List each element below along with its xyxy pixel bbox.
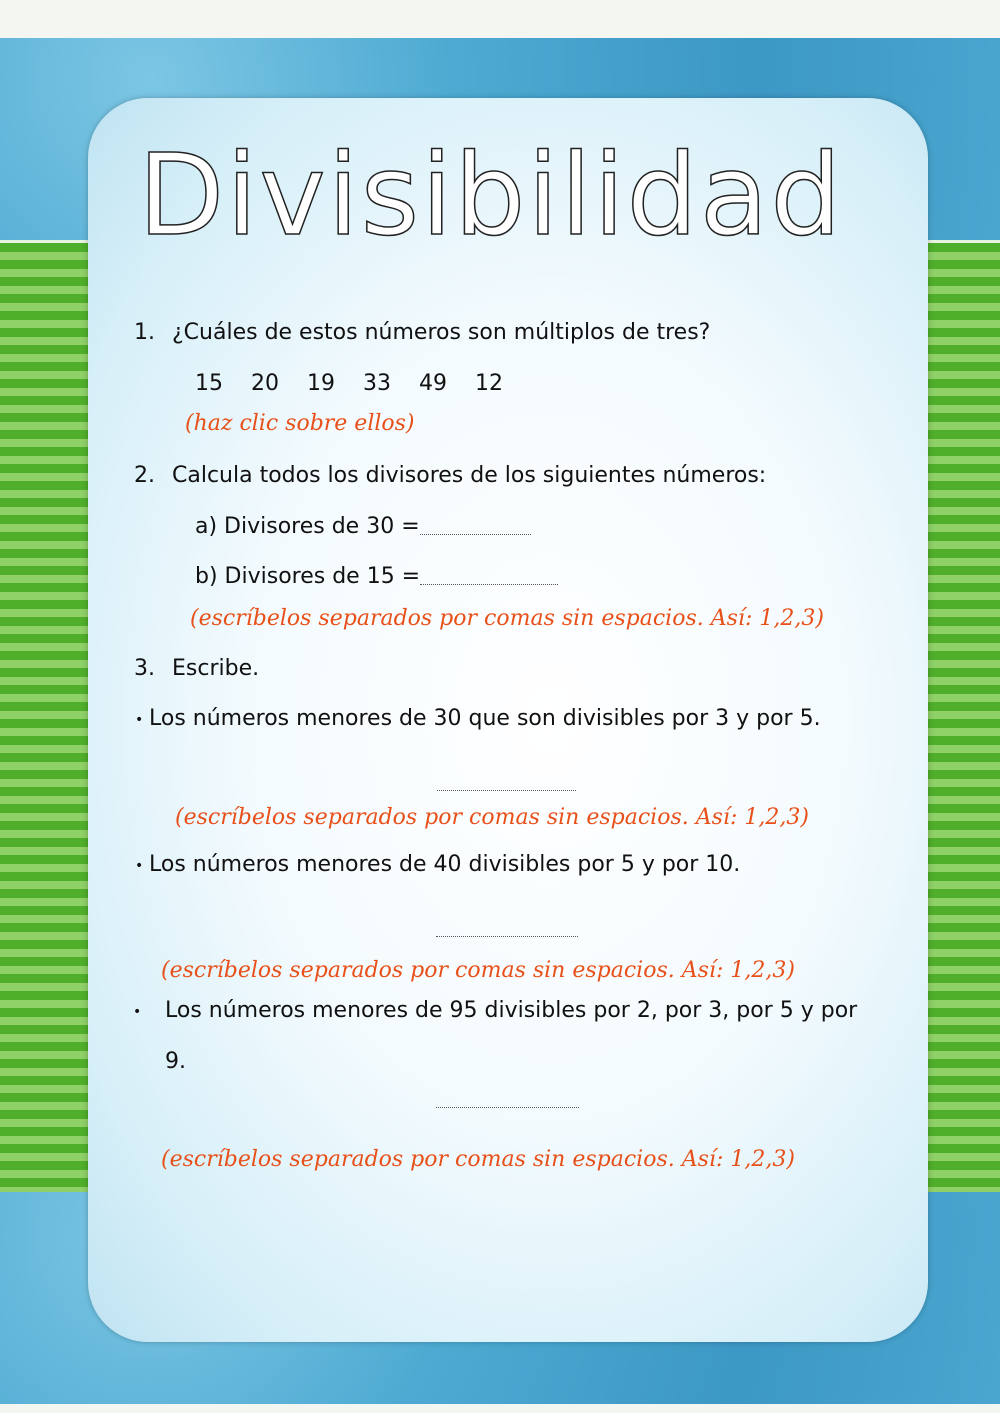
option-33[interactable]: 33 [363, 371, 391, 396]
item-1-text: Los números menores de 30 que son divisibles por 3 y por 5. [149, 706, 821, 731]
item-1-hint: (escríbelos separados por comas sin espacios. Así: 1,2,3) [175, 805, 809, 830]
divisors-15-label: b) Divisores de 15 = [195, 564, 421, 589]
question-2-number: 2. [134, 463, 155, 488]
question-1-hint: (haz clic sobre ellos) [185, 411, 415, 436]
option-15[interactable]: 15 [195, 371, 223, 396]
question-1-options [195, 371, 531, 396]
item-3-input[interactable] [436, 1107, 579, 1108]
question-3-number: 3. [134, 656, 155, 681]
item-3-hint: (escríbelos separados por comas sin espacios. Así: 1,2,3) [161, 1147, 795, 1172]
item-3-text-line-2: 9. [165, 1049, 186, 1074]
question-2-hint: (escríbelos separados por comas sin espacios. Así: 1,2,3) [190, 606, 824, 631]
option-49[interactable]: 49 [419, 371, 447, 396]
item-2-text: Los números menores de 40 divisibles por 5 y por 10. [149, 852, 741, 877]
divisors-30-label: a) Divisores de 30 = [195, 514, 420, 539]
question-3-text: Escribe. [172, 656, 260, 681]
bullet-1: • [135, 712, 144, 728]
option-12[interactable]: 12 [475, 371, 503, 396]
question-2-text: Calcula todos los divisores de los siguientes números: [172, 463, 767, 488]
item-1-input[interactable] [437, 790, 576, 791]
item-2-input[interactable] [436, 936, 578, 937]
option-20[interactable]: 20 [251, 371, 279, 396]
bullet-2: • [135, 858, 144, 874]
page-title: Divisibilidad [138, 131, 844, 261]
question-1-number: 1. [134, 320, 155, 345]
bullet-3: • [133, 1004, 142, 1020]
question-1-text: ¿Cuáles de estos números son múltiplos de tres? [172, 320, 711, 345]
divisors-15-input[interactable] [420, 584, 558, 585]
option-19[interactable]: 19 [307, 371, 335, 396]
item-3-text-line-1: Los números menores de 95 divisibles por 2, por 3, por 5 y por [165, 998, 858, 1023]
divisors-30-input[interactable] [420, 534, 531, 535]
item-2-hint: (escríbelos separados por comas sin espacios. Así: 1,2,3) [161, 958, 795, 983]
